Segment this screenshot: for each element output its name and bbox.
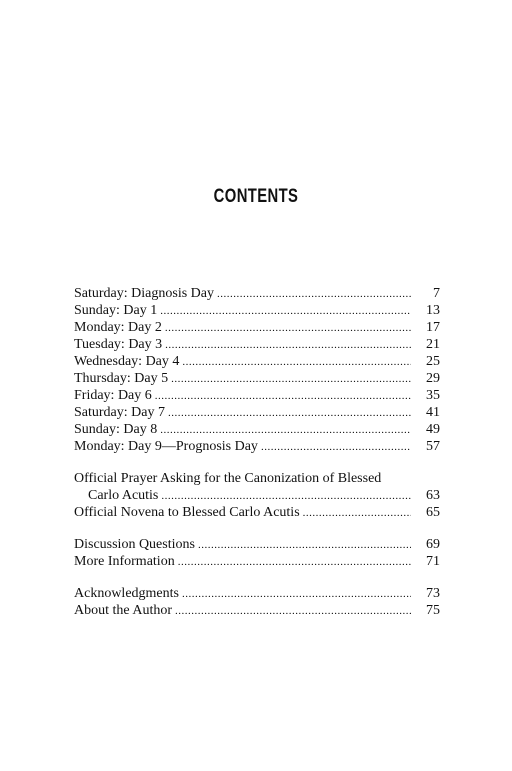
toc-group-prayers xyxy=(74,470,440,521)
toc-entry-label: Tuesday: Day 3 xyxy=(74,337,163,352)
toc-entry[interactable] xyxy=(74,302,440,319)
toc-page-number: 7 xyxy=(433,286,440,301)
dot-leader xyxy=(165,320,411,337)
toc-entry-label: Monday: Day 9—Prognosis Day xyxy=(74,439,258,454)
toc-page-number: 35 xyxy=(426,388,440,403)
toc-page-number: 73 xyxy=(426,586,440,601)
toc-entry[interactable] xyxy=(74,602,440,619)
toc-page-number: 49 xyxy=(426,422,440,437)
toc-entry[interactable] xyxy=(74,470,440,504)
toc-entry[interactable] xyxy=(74,536,440,553)
dot-leader xyxy=(178,554,411,571)
dot-leader xyxy=(182,586,411,603)
dot-leader xyxy=(303,505,411,522)
toc-group-back-matter xyxy=(74,585,440,619)
toc-entry-label: Saturday: Day 7 xyxy=(74,405,165,420)
toc-entry[interactable] xyxy=(74,319,440,336)
toc-page-number: 75 xyxy=(426,603,440,618)
dot-leader xyxy=(261,439,411,456)
toc-page-number: 21 xyxy=(426,337,440,352)
dot-leader xyxy=(171,371,411,388)
toc-entry-label: Sunday: Day 8 xyxy=(74,422,158,437)
toc-entry[interactable] xyxy=(74,353,440,370)
toc-entry[interactable] xyxy=(74,285,440,302)
dot-leader xyxy=(161,488,411,505)
dot-leader xyxy=(217,286,411,303)
toc-page-number: 41 xyxy=(426,405,440,420)
dot-leader xyxy=(155,388,411,405)
toc-entry[interactable] xyxy=(74,336,440,353)
toc-entry-label: Acknowledgments xyxy=(74,586,179,601)
toc-entry-label: Wednesday: Day 4 xyxy=(74,354,180,369)
toc-entry[interactable] xyxy=(74,585,440,602)
toc-entry-label: Carlo Acutis xyxy=(88,488,159,503)
toc-entry-label: Friday: Day 6 xyxy=(74,388,152,403)
table-of-contents xyxy=(74,285,440,619)
dot-leader xyxy=(160,422,411,439)
toc-entry[interactable] xyxy=(74,553,440,570)
dot-leader xyxy=(160,303,411,320)
toc-group-days xyxy=(74,285,440,455)
toc-page-number: 25 xyxy=(426,354,440,369)
toc-page-number: 71 xyxy=(426,554,440,569)
toc-entry[interactable] xyxy=(74,421,440,438)
dot-leader xyxy=(182,354,411,371)
toc-entry-label: Thursday: Day 5 xyxy=(74,371,169,386)
dot-leader xyxy=(165,337,411,354)
toc-entry-label: Discussion Questions xyxy=(74,537,195,552)
toc-entry[interactable] xyxy=(74,404,440,421)
toc-page-number: 63 xyxy=(426,488,440,503)
toc-page-number: 65 xyxy=(426,505,440,520)
toc-entry-label: Saturday: Diagnosis Day xyxy=(74,286,214,301)
dot-leader xyxy=(198,537,411,554)
toc-page-number: 29 xyxy=(426,371,440,386)
toc-entry-label: Monday: Day 2 xyxy=(74,320,162,335)
toc-page-number: 13 xyxy=(426,303,440,318)
toc-page-number: 69 xyxy=(426,537,440,552)
dot-leader xyxy=(175,603,411,620)
toc-entry-label-line1: Official Prayer Asking for the Canonization of Blessed xyxy=(74,471,382,486)
toc-entry-label: Official Novena to Blessed Carlo Acutis xyxy=(74,505,300,520)
toc-entry-label: Sunday: Day 1 xyxy=(74,303,158,318)
page-title: CONTENTS xyxy=(213,186,299,207)
toc-page-number: 17 xyxy=(426,320,440,335)
toc-entry-label: More Information xyxy=(74,554,175,569)
toc-group-resources xyxy=(74,536,440,570)
toc-entry-label: About the Author xyxy=(74,603,172,618)
toc-entry[interactable] xyxy=(74,504,440,521)
dot-leader xyxy=(168,405,411,422)
toc-page-number: 57 xyxy=(426,439,440,454)
toc-entry[interactable] xyxy=(74,370,440,387)
toc-entry[interactable] xyxy=(74,387,440,404)
toc-entry[interactable] xyxy=(74,438,440,455)
